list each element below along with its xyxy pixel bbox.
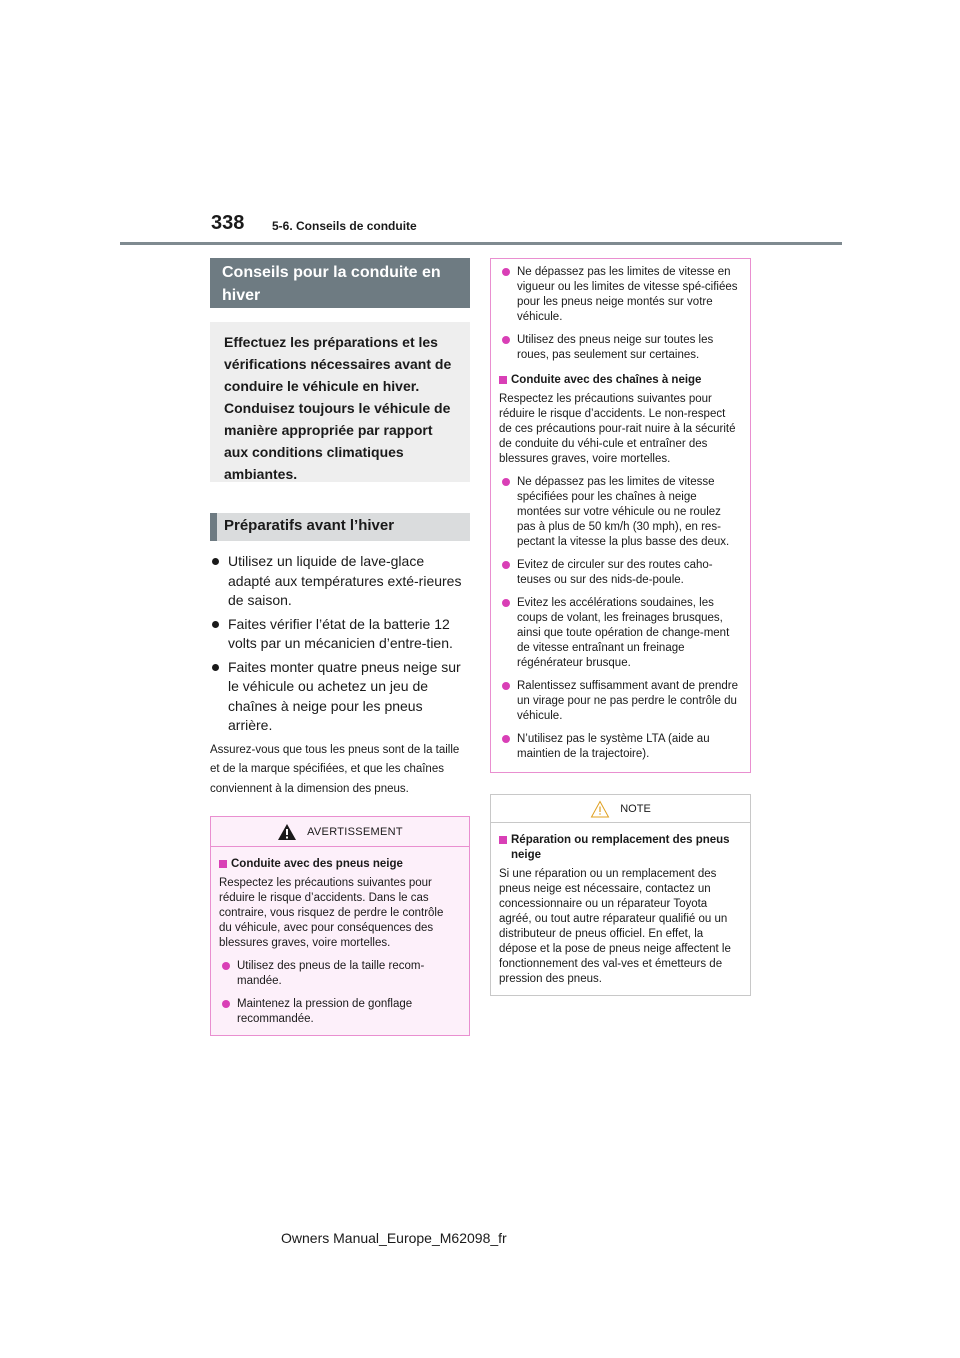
list-item: Evitez les accélérations soudaines, les coups de volant, les freinages brusques, ainsi que toute opération de change-ment de vitesse entraînant un freinage régénérateur brusque. xyxy=(499,596,740,671)
warning-heading: Conduite avec des pneus neige xyxy=(219,857,459,872)
note-text: Si une réparation ou un remplacement des pneus neige est nécessaire, contactez un concessionnaire ou un réparateur Toyota agréé, ou tout autre réparateur qualifié ou un distributeur de pneus officiel. En effet, la dépose et la pose de pneus neige affectent le fonctionnement des val-ves et émetteurs de pression des pneus. xyxy=(499,868,731,985)
bullet-icon xyxy=(502,336,510,344)
list-item: N’utilisez pas le système LTA (aide au maintien de la trajectoire). xyxy=(499,732,740,762)
list-item: Utilisez des pneus de la taille recom-mandée. xyxy=(219,959,459,989)
warning-heading: Conduite avec des chaînes à neige xyxy=(499,373,740,388)
note-heading: Réparation ou remplacement des pneus neige xyxy=(499,833,740,863)
warning-text: Respectez les précautions suivantes pour réduire le risque d’accidents. Le non-respect de ces précautions pour-rait nuire à la sécurité de conduite du véhi-cule et entraîner des blessures graves, voire mortelles. xyxy=(499,393,736,465)
list-item: Maintenez la pression de gonflage recommandée. xyxy=(219,997,459,1027)
bullet-icon xyxy=(212,558,219,565)
bullet-icon xyxy=(502,561,510,569)
list-item: Faites monter quatre pneus neige sur le véhicule ou achetez un jeu de chaînes à neige pour les pneus arrière. xyxy=(210,658,470,736)
list-item: Faites vérifier l’état de la batterie 12 volts par un mécanicien d’entre-tien. xyxy=(210,615,470,654)
bullet-icon xyxy=(502,682,510,690)
body-paragraph: Assurez-vous que tous les pneus sont de la taille et de la marque spécifiées, et que les chaînes conviennent à la dimension des pneus. xyxy=(210,743,460,795)
note-box xyxy=(490,794,751,996)
list-item: Utilisez des pneus neige sur toutes les roues, pas seulement sur certaines. xyxy=(499,333,740,363)
warning-label: AVERTISSEMENT xyxy=(307,825,403,838)
page-footer: Owners Manual_Europe_M62098_fr xyxy=(281,1230,507,1246)
bullet-icon xyxy=(222,962,230,970)
warning-box-continued xyxy=(490,258,751,773)
list-item: Evitez de circuler sur des routes caho-teuses ou sur des nids-de-poule. xyxy=(499,558,740,588)
note-body xyxy=(491,823,750,987)
list-item: Utilisez un liquide de lave-glace adapté aux températures exté-rieures de saison. xyxy=(210,552,470,611)
intro-text: Effectuez les préparations et les vérifications nécessaires avant de conduire le véhicule en hiver. Conduisez toujours le véhicule de manière appropriée par rapport aux conditions climatiques ambiantes. xyxy=(210,322,470,482)
page-header xyxy=(0,0,960,250)
list-item: Ne dépassez pas les limites de vitesse en vigueur ou les limites de vitesse spé-cifiées pour les pneus neige montés sur votre véhicule. xyxy=(499,265,740,325)
preparation-list xyxy=(210,552,470,736)
bullet-icon xyxy=(502,735,510,743)
bullet-icon xyxy=(222,1000,230,1008)
header-divider xyxy=(120,242,842,245)
page-number: 338 xyxy=(211,212,245,234)
square-bullet-icon xyxy=(499,836,507,844)
bullet-icon xyxy=(502,599,510,607)
bullet-icon xyxy=(212,664,219,671)
left-column xyxy=(210,258,470,1036)
caution-triangle-icon xyxy=(590,800,610,818)
warning-body-continued xyxy=(491,259,750,762)
chapter-title: Conseils pour la conduite en hiver xyxy=(210,258,470,308)
bullet-icon xyxy=(212,621,219,628)
note-header xyxy=(491,795,750,823)
warning-body xyxy=(211,847,469,1027)
note-label: NOTE xyxy=(620,802,651,815)
bullet-icon xyxy=(502,268,510,276)
warning-text: Respectez les précautions suivantes pour réduire le risque d’accidents. Dans le cas contraire, vous risquez de perdre le contrôle du véhicule, avec pour conséquences des blessures graves, voire mortelles. xyxy=(219,877,444,949)
bullet-icon xyxy=(502,478,510,486)
square-bullet-icon xyxy=(219,860,227,868)
warning-header xyxy=(211,817,469,847)
list-item: Ne dépassez pas les limites de vitesse spécifiées pour les chaînes à neige montées sur votre véhicule ou ne roulez pas à plus de 50 km/h (30 mph), en res-pectant la vitesse la plus basse des deux. xyxy=(499,475,740,550)
warning-triangle-icon xyxy=(277,823,297,841)
warning-box xyxy=(210,816,470,1036)
right-column xyxy=(490,258,751,996)
section-title: 5-6. Conseils de conduite xyxy=(272,219,417,233)
square-bullet-icon xyxy=(499,376,507,384)
subsection-title: Préparatifs avant l’hiver xyxy=(210,513,470,541)
list-item: Ralentissez suffisamment avant de prendre un virage pour ne pas perdre le contrôle du véhicule. xyxy=(499,679,740,724)
